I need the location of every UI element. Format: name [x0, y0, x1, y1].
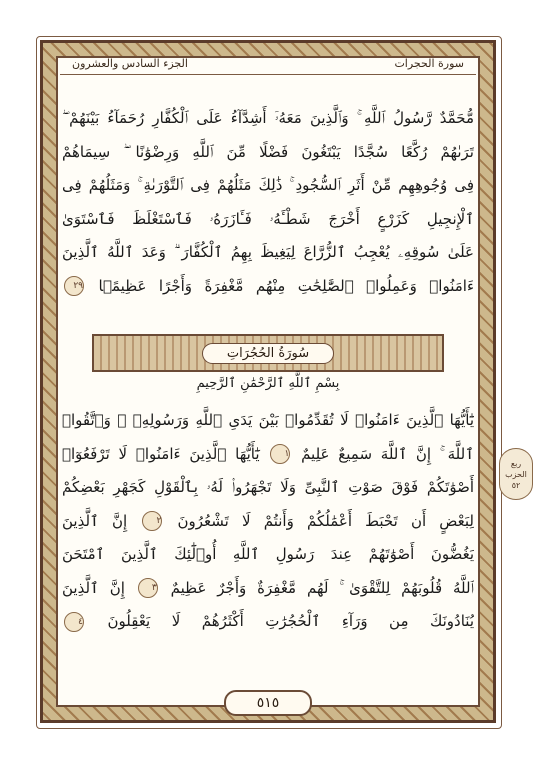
verse-text: ءَامَنُوا۟ وَعَمِلُوا۟ ٱلصَّٰلِحَٰتِ مِنْهُم مَّغْفِرَةً وَأَجْرًا عَظِيمًۢا — [98, 276, 474, 295]
verse-block-bottom — [62, 404, 474, 639]
verse-text: يَٰٓأَيُّهَا ٱلَّذِينَ ءَامَنُوا۟ لَا تَرْفَعُوٓا۟ — [62, 444, 260, 463]
hizb-marker — [499, 448, 533, 500]
text-line — [62, 572, 474, 606]
verse-text: يُنَادُونَكَ مِن وَرَآءِ ٱلْحُجُرَٰتِ أَكْثَرُهُمْ لَا يَعْقِلُونَ — [107, 612, 474, 630]
hizb-number: ٥٢ — [511, 480, 521, 490]
verse-block-top — [62, 102, 474, 303]
verse-text: ٱللَّهُ قُلُوبَهُمْ لِلتَّقْوَىٰ ۚ لَهُم مَّغْفِرَةٌ وَأَجْرٌ عَظِيمٌ — [170, 578, 474, 597]
text-line — [62, 270, 474, 304]
text-line: ٱلْإِنجِيلِ كَزَرْعٍ أَخْرَجَ شَطْـَٔهُۥ فَـَٔازَرَهُۥ فَٱسْتَغْلَظَ فَٱسْتَوَىٰ — [62, 209, 474, 228]
text-line: يَغُضُّونَ أَصْوَٰتَهُمْ عِندَ رَسُولِ ٱللَّهِ أُو۟لَٰٓئِكَ ٱلَّذِينَ ٱمْتَحَنَ — [62, 545, 474, 563]
text-line: أَصْوَٰتَكُمْ فَوْقَ صَوْتِ ٱلنَّبِىِّ وَلَا تَجْهَرُوا۟ لَهُۥ بِٱلْقَوْلِ كَجَهْرِ بَعْضِكُمْ — [62, 478, 474, 496]
ayah-number-marker: ٢٩ — [64, 276, 84, 296]
page-header — [60, 53, 476, 73]
surah-name-header: سورة الحجرات — [394, 56, 464, 70]
verse-text: إِنَّ ٱلَّذِينَ — [62, 578, 125, 597]
text-line: عَلَىٰ سُوقِهِۦ يُعْجِبُ ٱلزُّرَّاعَ لِيَغِيظَ بِهِمُ ٱلْكُفَّارَ ۗ وَعَدَ ٱللَّهُ ٱلَّذِينَ — [62, 243, 474, 261]
text-line — [62, 438, 474, 472]
basmala: بِسْمِ ٱللَّهِ ٱلرَّحْمَٰنِ ٱلرَّحِيمِ — [196, 376, 340, 391]
text-line: فِى وُجُوهِهِم مِّنْ أَثَرِ ٱلسُّجُودِ ۚ ذَٰلِكَ مَثَلُهُمْ فِى ٱلتَّوْرَىٰةِ ۚ وَمَثَلُهُمْ فِى — [62, 176, 474, 194]
text-line — [62, 605, 474, 639]
verse-text: ٱللَّهَ ۚ إِنَّ ٱللَّهَ سَمِيعٌ عَلِيمٌ — [301, 444, 474, 463]
hizb-label: الحزب — [505, 469, 527, 479]
header-divider — [60, 74, 476, 75]
text-line: تَرَىٰهُمْ رُكَّعًا سُجَّدًا يَبْتَغُونَ فَضْلًا مِّنَ ٱللَّهِ وَرِضْوَٰنًا ۖ سِيمَاهُمْ — [62, 142, 474, 161]
hizb-quarter-label: ربع — [510, 458, 522, 468]
text-line — [62, 505, 474, 539]
ayah-number-marker: ٣ — [138, 578, 158, 598]
ayah-number-marker: ٤ — [64, 612, 84, 632]
ayah-number-marker: ١ — [270, 444, 290, 464]
verse-text: لِبَعْضٍ أَن تَحْبَطَ أَعْمَٰلُكُمْ وَأَنتُمْ لَا تَشْعُرُونَ — [177, 511, 474, 530]
surah-title: سُورَةُ الحُجُرَاتِ — [202, 343, 334, 364]
juz-name-header: الجزء السادس والعشرون — [72, 56, 188, 70]
page-number: ٥١٥ — [224, 690, 312, 716]
ayah-number-marker: ٢ — [142, 511, 162, 531]
surah-title-banner — [92, 334, 444, 372]
text-line: يَٰٓأَيُّهَا ٱلَّذِينَ ءَامَنُوا۟ لَا تُقَدِّمُوا۟ بَيْنَ يَدَىِ ٱللَّهِ وَرَسُولِهِۦ ۖ وَٱتَّقُوا۟ — [62, 411, 474, 429]
verse-text: إِنَّ ٱلَّذِينَ — [62, 511, 128, 530]
text-line: مُّحَمَّدٌ رَّسُولُ ٱللَّهِ ۚ وَٱلَّذِينَ مَعَهُۥٓ أَشِدَّآءُ عَلَى ٱلْكُفَّارِ رُحَمَآءُ بَيْنَهُمْ ۖ — [62, 109, 474, 127]
